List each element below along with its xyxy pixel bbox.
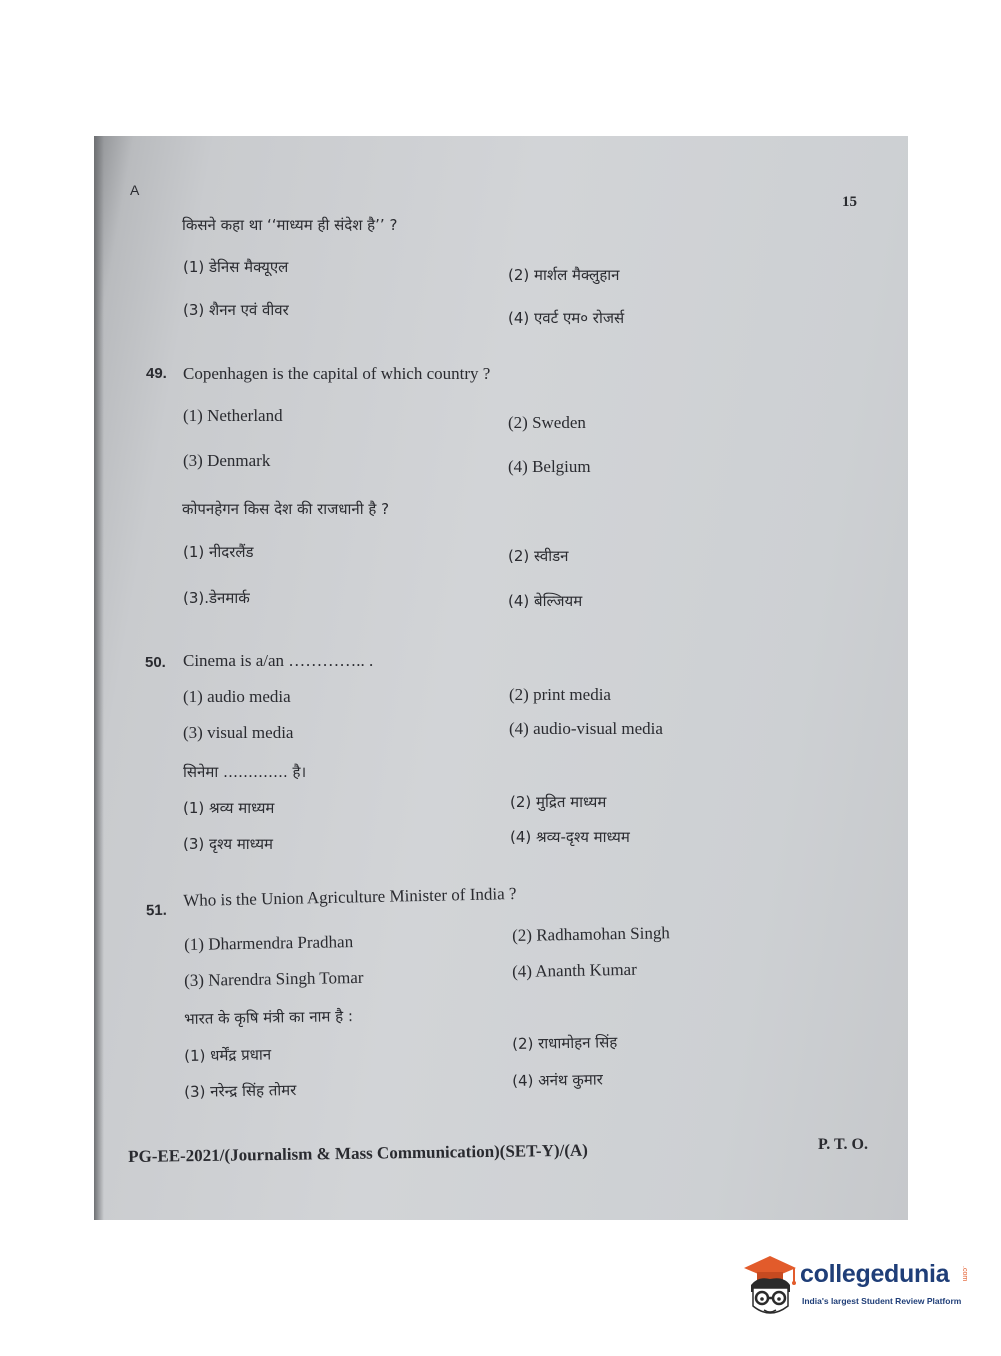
q48-option-1-hi: (1) डेनिस मैक्यूएल xyxy=(183,258,289,276)
exam-page-photo xyxy=(94,136,908,1220)
q49-option-4-hi: (4) बेल्जियम xyxy=(508,592,583,610)
q51-option-4-hi: (4) अनंथ कुमार xyxy=(512,1070,603,1090)
pto-label: P. T. O. xyxy=(818,1136,868,1153)
q51-option-1-hi: (1) धर्मेंद्र प्रधान xyxy=(184,1045,272,1065)
page-number: 15 xyxy=(842,194,857,210)
q50-option-1-hi: (1) श्रव्य माध्यम xyxy=(183,799,275,817)
q49-option-3-hi: (3).डेनमार्क xyxy=(183,589,250,607)
q49-question-hi: कोपनहेगन किस देश की राजधानी है ? xyxy=(182,500,390,518)
q50-option-1-en: (1) audio media xyxy=(183,687,291,706)
q48-option-3-hi: (3) शैनन एवं वीवर xyxy=(183,301,289,319)
q48-option-2-hi: (2) मार्शल मैक्लुहान xyxy=(508,266,620,284)
q51-question-hi: भारत के कृषि मंत्री का नाम है : xyxy=(184,1007,354,1028)
q50-option-3-hi: (3) दृश्य माध्यम xyxy=(183,835,273,853)
q51-option-3-hi: (3) नरेन्द्र सिंह तोमर xyxy=(184,1081,297,1101)
collegedunia-logo xyxy=(740,1246,970,1326)
q50-option-4-hi: (4) श्रव्य-दृश्य माध्यम xyxy=(510,828,630,846)
q51-option-1-en: (1) Dharmendra Pradhan xyxy=(184,932,354,954)
logo-tagline: India's largest Student Review Platform xyxy=(802,1296,962,1306)
q49-option-1-en: (1) Netherland xyxy=(183,406,283,425)
set-marker: A xyxy=(130,182,140,198)
q51-option-3-en: (3) Narendra Singh Tomar xyxy=(184,967,364,990)
q49-option-2-en: (2) Sweden xyxy=(508,413,586,432)
q49-number: 49. xyxy=(146,365,167,382)
q49-option-1-hi: (1) नीदरलैंड xyxy=(183,543,254,561)
q50-number: 50. xyxy=(145,654,166,671)
q50-question-hi: सिनेमा …………. है। xyxy=(183,763,307,781)
q48-option-4-hi: (4) एवर्ट एम० रोजर्स xyxy=(508,309,625,327)
q50-option-2-en: (2) print media xyxy=(509,685,611,704)
q50-option-3-en: (3) visual media xyxy=(183,723,294,742)
logo-wordmark: collegedunia xyxy=(800,1260,950,1288)
q51-number: 51. xyxy=(145,901,168,920)
q50-option-4-en: (4) audio-visual media xyxy=(509,719,663,738)
logo-domain-suffix: .com xyxy=(961,1266,968,1282)
q48-question-hi: किसने कहा था ‘‘माध्यम ही संदेश है’’ ? xyxy=(182,216,398,234)
q50-option-2-hi: (2) मुद्रित माध्यम xyxy=(510,793,607,811)
q51-question-en: Who is the Union Agriculture Minister of India ? xyxy=(183,884,517,910)
q49-option-4-en: (4) Belgium xyxy=(508,457,591,476)
q49-question-en: Copenhagen is the capital of which country ? xyxy=(183,364,491,383)
q50-question-en: Cinema is a/an ………….. . xyxy=(183,651,374,670)
footer-code: PG-EE-2021/(Journalism & Mass Communication)(SET-Y)/(A) xyxy=(128,1140,589,1166)
student-mascot-icon xyxy=(740,1248,800,1322)
q49-option-2-hi: (2) स्वीडन xyxy=(508,547,569,565)
q49-option-3-en: (3) Denmark xyxy=(183,451,271,470)
q51-option-2-en: (2) Radhamohan Singh xyxy=(512,923,671,945)
q51-option-2-hi: (2) राधामोहन सिंह xyxy=(512,1033,618,1053)
q51-option-4-en: (4) Ananth Kumar xyxy=(512,959,637,981)
